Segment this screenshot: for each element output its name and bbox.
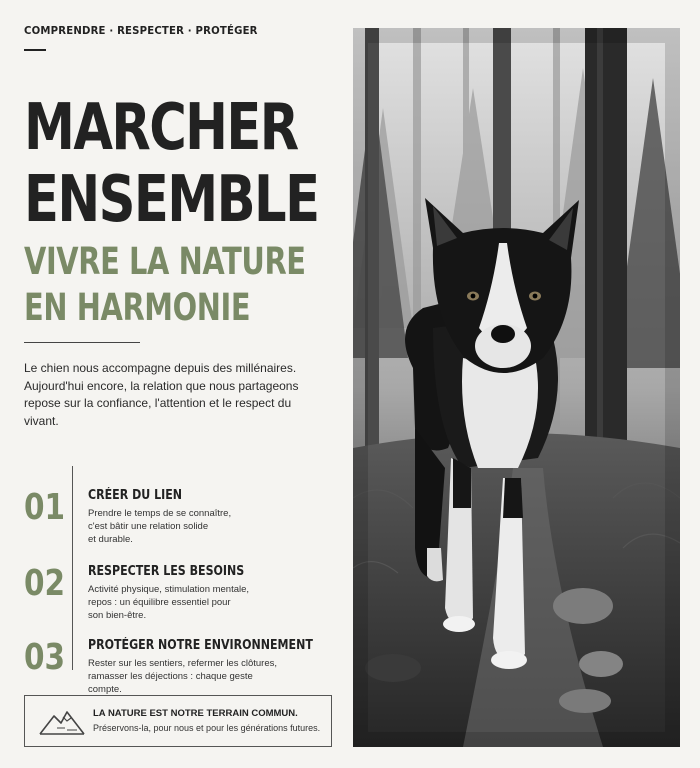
steps-vertical-rule [72,466,73,670]
step-description [88,507,328,546]
subtitle-line-1: VIVRE LA NATURE [24,240,306,283]
step-line: repos : un équilibre essentiel pour [88,597,231,608]
step-number: 02 [24,563,66,604]
step-body [88,638,328,696]
step-description [88,583,328,622]
intro-paragraph: Le chien nous accompagne depuis des millénaires. Aujourd'hui encore, la relation que nous partageons repose sur la confiance, l'attention et le respect du vivant. [24,361,299,428]
kicker-divider [24,49,46,51]
step-body [88,488,328,546]
step-line: et durable. [88,534,133,545]
title-line-2: ENSEMBLE [24,163,319,237]
subtitle-line-2: EN HARMONIE [24,286,251,329]
footer-subtitle: Préservons-la, pour nous et pour les générations futures. [93,723,321,733]
step-line: Activité physique, stimulation mentale, [88,584,250,595]
left-column [24,24,334,695]
step-line: Prendre le temps de se connaître, [88,508,232,519]
page-title [24,92,318,236]
section-divider [24,342,140,343]
page-subtitle [24,239,306,331]
step-line: son bien-être. [88,610,147,621]
step-line: compte. [88,684,122,695]
step-line: Rester sur les sentiers, refermer les clôtures, [88,658,278,669]
step-body [88,564,328,622]
kicker-text: COMPRENDRE · RESPECTER · PROTÉGER [24,24,258,37]
step-title: PROTÉGER NOTRE ENVIRONNEMENT [88,638,313,653]
footer-title: LA NATURE EST NOTRE TERRAIN COMMUN. [93,708,298,719]
step-number: 03 [24,637,66,678]
step-line: c'est bâtir une relation solide [88,521,209,532]
step-line: ramasser les déjections : chaque geste [88,671,253,682]
title-line-1: MARCHER [24,91,298,165]
photo-illustration [353,28,680,747]
step-description [88,657,328,696]
step-title: CRÉER DU LIEN [88,488,183,503]
dog-in-forest-photo [353,28,680,747]
footer-callout [24,695,332,747]
mountain-icon [39,708,85,736]
step-number: 01 [24,487,66,528]
step-title: RESPECTER LES BESOINS [88,564,245,579]
